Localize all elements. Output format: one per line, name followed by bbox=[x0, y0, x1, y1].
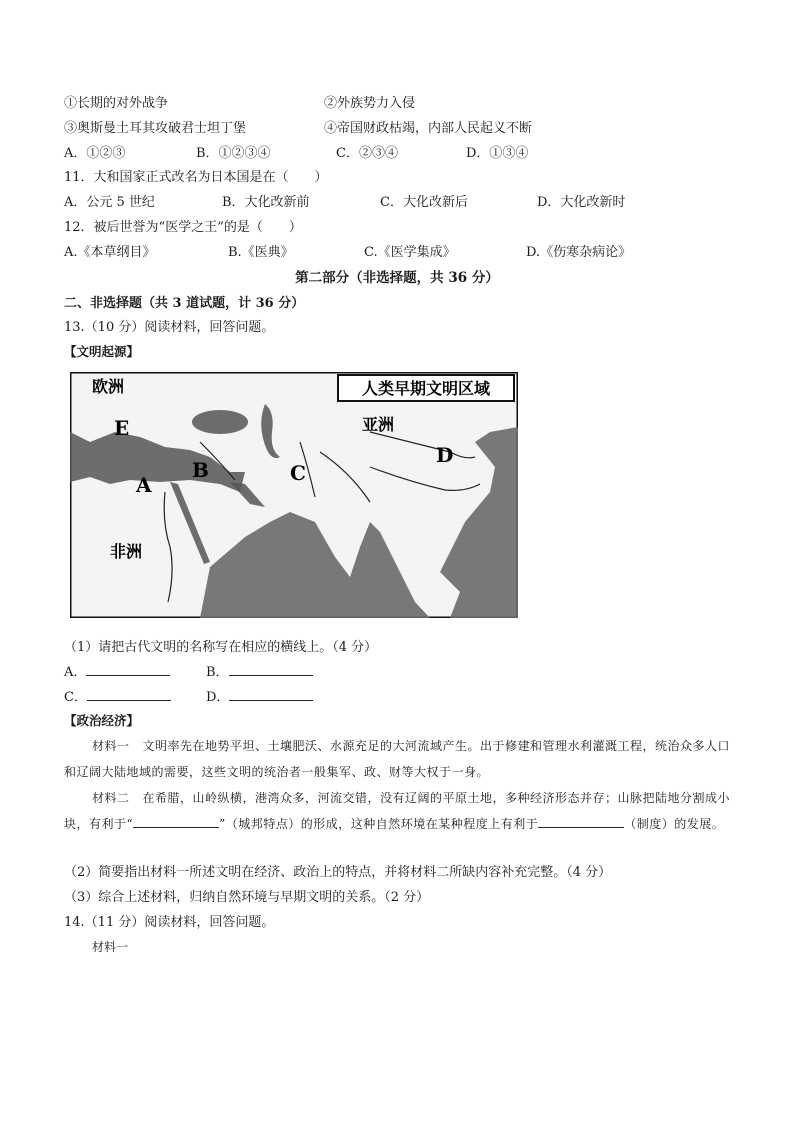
map-title: 人类早期文明区域 bbox=[361, 379, 491, 398]
fill-blank-c[interactable] bbox=[87, 688, 171, 701]
q10-choice-a: A．①②③ bbox=[64, 146, 126, 161]
section-heading: 二、非选择题（共 3 道试题，计 36 分） bbox=[64, 296, 305, 311]
fill-label-d: D． bbox=[206, 690, 230, 705]
label-africa: 非洲 bbox=[110, 542, 143, 561]
q11-choice-d: D．大化改新时 bbox=[537, 195, 626, 210]
early-civilization-map bbox=[70, 372, 518, 618]
q10-option-1: ①长期的对外战争 bbox=[64, 96, 169, 111]
q13-stem: 13.（10 分）阅读材料，回答问题。 bbox=[64, 320, 275, 335]
tag-politics-economy: 【政治经济】 bbox=[64, 713, 140, 728]
black-sea bbox=[192, 410, 248, 434]
q13-sub3: （3）综合上述材料，归纳自然环境与早期文明的关系。（2 分） bbox=[64, 890, 430, 905]
fill-blank-b[interactable] bbox=[229, 663, 313, 676]
q10-choice-c: C．②③④ bbox=[336, 146, 398, 161]
region-letter-d: D bbox=[436, 443, 454, 467]
blank-city-state[interactable] bbox=[133, 815, 219, 828]
q11-choice-a: A．公元 5 世纪 bbox=[64, 195, 155, 210]
fill-label-a: A． bbox=[64, 665, 87, 680]
label-asia: 亚洲 bbox=[362, 415, 395, 434]
material-2-text-3: （制度）的发展。 bbox=[624, 817, 725, 831]
material-1 bbox=[64, 733, 734, 785]
q10-option-2: ②外族势力入侵 bbox=[324, 96, 416, 111]
material-2-text-2: ”（城邦特点）的形成，这种自然环境在某种程度上有利于 bbox=[219, 817, 539, 831]
q11-choice-b: B．大化改新前 bbox=[222, 195, 310, 210]
material-2 bbox=[64, 785, 734, 837]
q12-stem: 12．被后世誉为“医学之王”的是（ ） bbox=[64, 220, 302, 235]
q12-choice-a: A.《本草纲目》 bbox=[64, 245, 156, 260]
q14-stem: 14.（11 分）阅读材料，回答问题。 bbox=[64, 915, 275, 930]
q11-stem: 11．大和国家正式改名为日本国是在（ ） bbox=[64, 170, 328, 185]
q12-choice-c: C.《医学集成》 bbox=[364, 245, 456, 260]
q10-choice-d: D．①③④ bbox=[466, 146, 529, 161]
q12-choice-b: B.《医典》 bbox=[228, 245, 294, 260]
material-2-label: 材料二 bbox=[92, 791, 130, 805]
q14-material-1-label: 材料一 bbox=[92, 940, 129, 954]
material-2-text-1: 在希腊，山岭纵横，港湾众多，河流交错，没有辽阔的平原土地，多种经济形态并存；山脉把陆地分割成小块，有利于“ bbox=[64, 791, 730, 831]
region-letter-c: C bbox=[290, 461, 306, 485]
blank-system[interactable] bbox=[538, 815, 624, 828]
fill-blank-d[interactable] bbox=[229, 688, 313, 701]
region-letter-e: E bbox=[114, 416, 130, 440]
part2-title: 第二部分（非选择题，共 36 分） bbox=[295, 270, 499, 286]
region-letter-b: B bbox=[192, 458, 209, 482]
q13-sub2: （2）简要指出材料一所述文明在经济、政治上的特点，并将材料二所缺内容补充完整。（4 分） bbox=[64, 865, 612, 880]
tag-civilization-origin: 【文明起源】 bbox=[64, 344, 140, 359]
q12-choice-d: D.《伤寒杂病论》 bbox=[526, 245, 632, 260]
q10-choice-b: B．①②③④ bbox=[196, 146, 271, 161]
q10-option-4: ④帝国财政枯竭，内部人民起义不断 bbox=[324, 121, 533, 136]
label-europe: 欧洲 bbox=[92, 377, 125, 396]
material-1-label: 材料一 bbox=[92, 739, 130, 753]
q10-option-3: ③奥斯曼土耳其攻破君士坦丁堡 bbox=[64, 121, 247, 136]
q11-choice-c: C．大化改新后 bbox=[380, 195, 468, 210]
material-1-text: 文明率先在地势平坦、土壤肥沃、水源充足的大河流域产生。出于修建和管理水利灌溉工程，统治众多人口和辽阔大陆地域的需要，这些文明的统治者一般集军、政、财等大权于一身。 bbox=[64, 739, 730, 779]
q13-sub1: （1）请把古代文明的名称写在相应的横线上。（4 分） bbox=[64, 640, 378, 655]
fill-label-c: C． bbox=[64, 690, 87, 705]
region-letter-a: A bbox=[136, 473, 152, 497]
fill-label-b: B． bbox=[206, 665, 229, 680]
fill-blank-a[interactable] bbox=[86, 663, 170, 676]
